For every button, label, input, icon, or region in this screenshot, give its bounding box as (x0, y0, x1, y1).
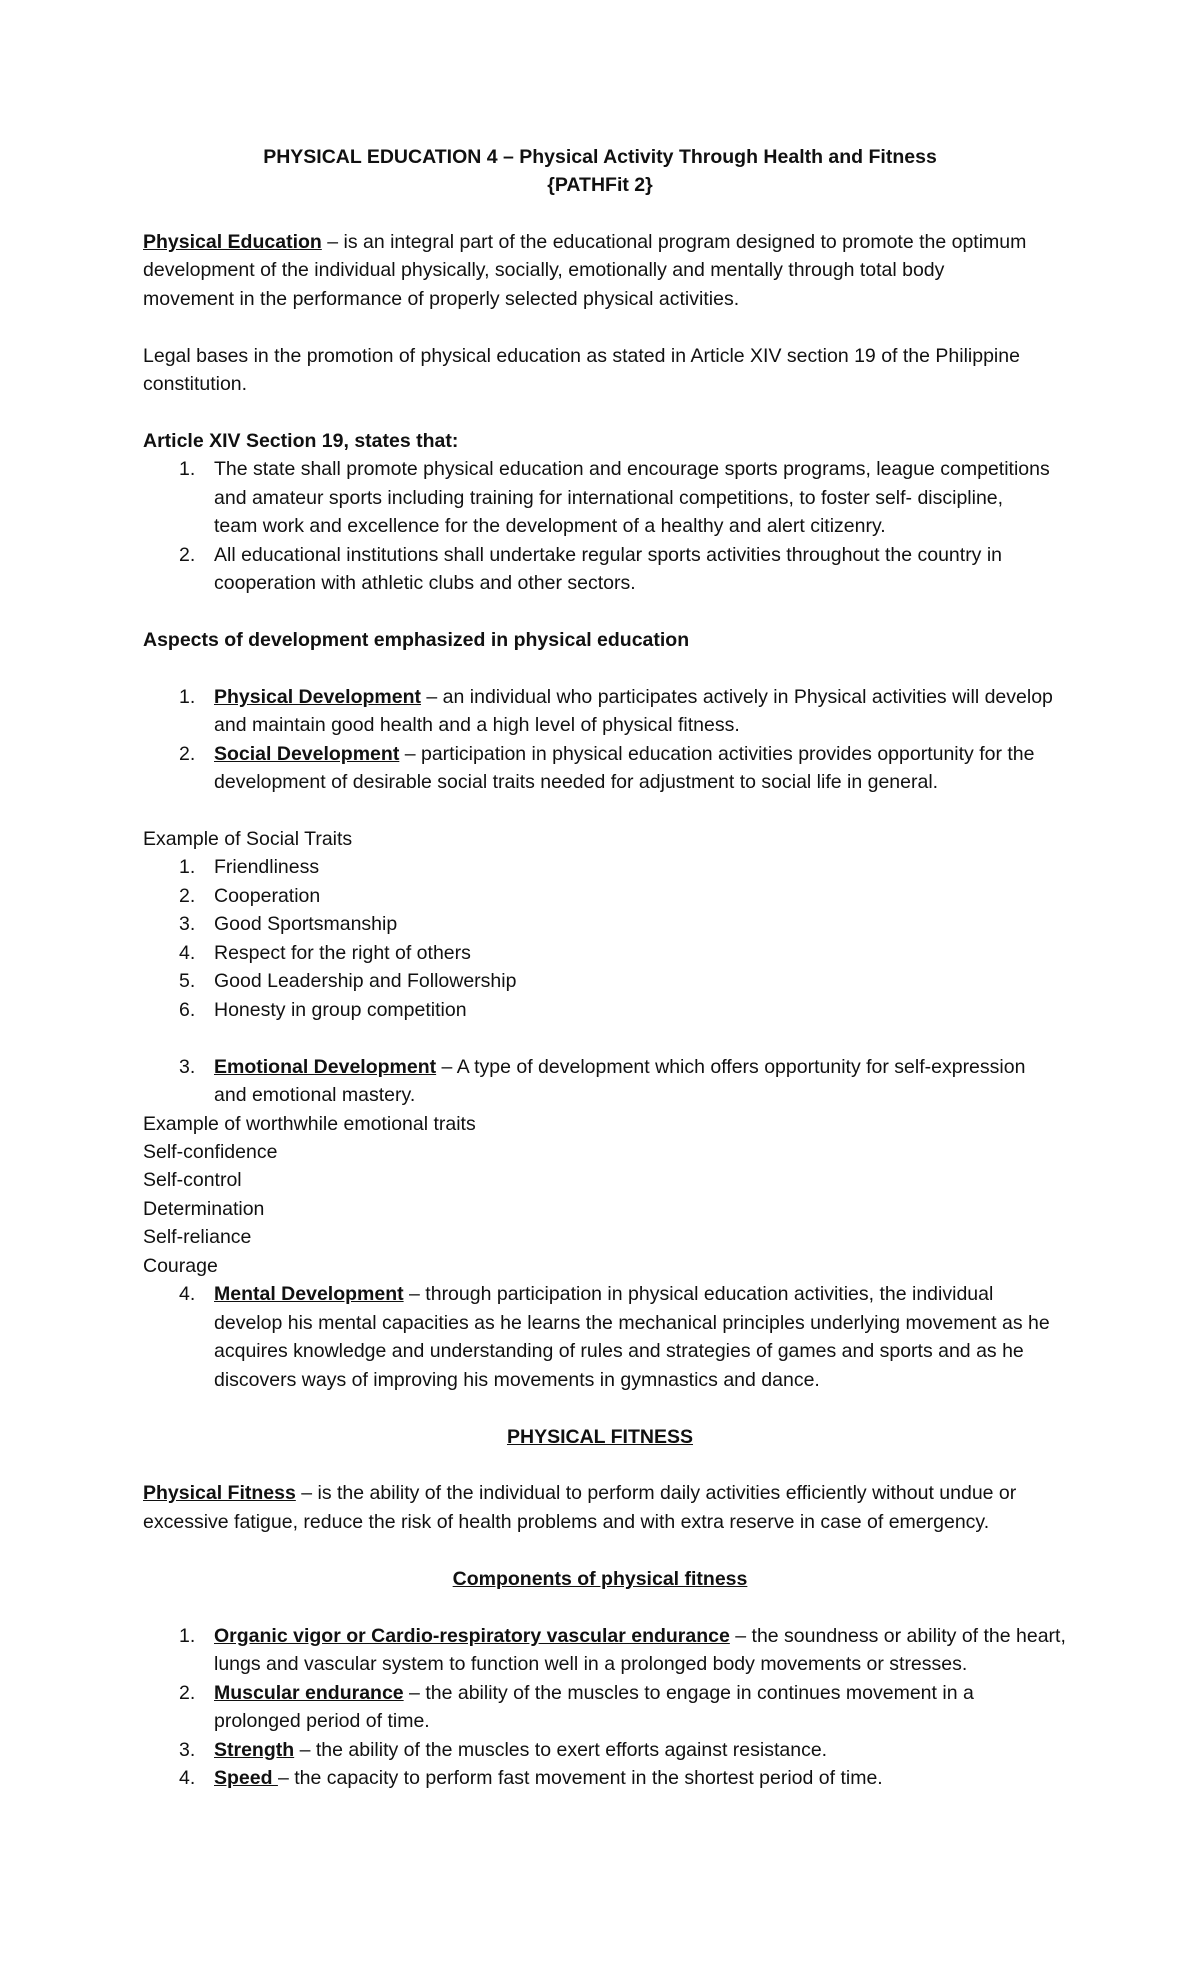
fitness-term: Physical Fitness (143, 1482, 296, 1504)
component-number: 1. (179, 1625, 196, 1647)
legal-bases-line-2: constitution. (143, 373, 248, 395)
mental-dev-line-4: discovers ways of improving his movements in gymnastics and dance. (214, 1369, 820, 1391)
fitness-definition-line-1: Physical Fitness – is the ability of the individual to perform daily activities efficiently without undue or (143, 1482, 1017, 1504)
emotional-traits-label: Example of worthwhile emotional traits (143, 1113, 476, 1135)
legal-bases-line-1: Legal bases in the promotion of physical education as stated in Article XIV section 19 of the Philippine (143, 345, 1020, 367)
component-number: 4. (179, 1767, 196, 1789)
component-1-line-2: lungs and vascular system to function well in a prolonged body movements or stresses. (214, 1653, 968, 1675)
social-traits-label: Example of Social Traits (143, 828, 353, 850)
component-3-line-1: Strength – the ability of the muscles to exert efforts against resistance. (214, 1739, 828, 1761)
article-item-1-line-3: team work and excellence for the development of a healthy and alert citizenry. (214, 515, 886, 537)
social-trait: Respect for the right of others (214, 942, 471, 964)
emotional-dev-number: 3. (179, 1056, 196, 1078)
component-term: Muscular endurance (214, 1682, 404, 1704)
pe-term: Physical Education (143, 231, 322, 253)
article-item-1-line-2: and amateur sports including training for international competitions, to foster self- discipline, (214, 487, 1004, 509)
mental-dev-line-2: develop his mental capacities as he learns the mechanical principles underlying movement as he (214, 1312, 1050, 1334)
physical-dev-term: Physical Development (214, 686, 421, 708)
emotional-trait: Determination (143, 1198, 265, 1220)
article-item-2-number: 2. (179, 544, 196, 566)
social-dev-line-2: development of desirable social traits needed for adjustment to social life in general. (214, 771, 939, 793)
component-1-line-1: Organic vigor or Cardio-respiratory vascular endurance – the soundness or ability of the heart, (214, 1625, 1066, 1647)
social-trait-number: 3. (179, 913, 196, 935)
aspects-heading: Aspects of development emphasized in physical education (143, 629, 690, 651)
social-trait: Good Sportsmanship (214, 913, 398, 935)
emotional-dev-line-2: and emotional mastery. (214, 1084, 416, 1106)
social-dev-number: 2. (179, 743, 196, 765)
social-dev-line-1: Social Development – participation in physical education activities provides opportunity for the (214, 743, 1035, 765)
pe-definition-line-1: Physical Education – is an integral part of the educational program designed to promote the optimum (143, 231, 1027, 253)
fitness-definition-line-2: excessive fatigue, reduce the risk of health problems and with extra reserve in case of emergency. (143, 1511, 990, 1533)
emotional-trait: Self-confidence (143, 1141, 278, 1163)
component-number: 3. (179, 1739, 196, 1761)
social-trait: Friendliness (214, 856, 320, 878)
components-heading: Components of physical fitness (452, 1568, 748, 1590)
document-title: PHYSICAL EDUCATION 4 – Physical Activity Through Health and Fitness (263, 146, 937, 168)
article-heading: Article XIV Section 19, states that: (143, 430, 459, 452)
component-number: 2. (179, 1682, 196, 1704)
social-trait: Honesty in group competition (214, 999, 467, 1021)
physical-dev-number: 1. (179, 686, 196, 708)
document-subtitle: {PATHFit 2} (547, 174, 653, 196)
component-term: Organic vigor or Cardio-respiratory vascular endurance (214, 1625, 730, 1647)
emotional-trait: Courage (143, 1255, 218, 1277)
emotional-dev-term: Emotional Development (214, 1056, 437, 1078)
article-item-1-line-1: The state shall promote physical education and encourage sports programs, league competitions (214, 458, 1050, 480)
article-item-2-line-1: All educational institutions shall undertake regular sports activities throughout the country in (214, 544, 1003, 566)
social-trait-number: 1. (179, 856, 196, 878)
emotional-dev-line-1: Emotional Development – A type of development which offers opportunity for self-expression (214, 1056, 1026, 1078)
component-2-line-2: prolonged period of time. (214, 1710, 430, 1732)
social-dev-term: Social Development (214, 743, 400, 765)
emotional-trait: Self-reliance (143, 1226, 252, 1248)
mental-dev-line-3: acquires knowledge and understanding of rules and strategies of games and sports and as he (214, 1340, 1024, 1362)
pe-definition-line-3: movement in the performance of properly selected physical activities. (143, 288, 740, 310)
mental-dev-line-1: Mental Development – through participation in physical education activities, the individual (214, 1283, 994, 1305)
article-item-1-number: 1. (179, 458, 196, 480)
social-trait: Cooperation (214, 885, 321, 907)
social-trait-number: 2. (179, 885, 196, 907)
pe-definition-line-2: development of the individual physically, socially, emotionally and mentally through total body (143, 259, 945, 281)
component-2-line-1: Muscular endurance – the ability of the muscles to engage in continues movement in a (214, 1682, 974, 1704)
component-term: Speed (214, 1767, 278, 1789)
social-trait: Good Leadership and Followership (214, 970, 517, 992)
emotional-trait: Self-control (143, 1169, 242, 1191)
fitness-heading: PHYSICAL FITNESS (506, 1426, 693, 1448)
social-trait-number: 5. (179, 970, 196, 992)
mental-dev-number: 4. (179, 1283, 196, 1305)
social-trait-number: 4. (179, 942, 196, 964)
physical-dev-line-1: Physical Development – an individual who participates actively in Physical activities will develop (214, 686, 1053, 708)
component-4-line-1: Speed – the capacity to perform fast movement in the shortest period of time. (214, 1767, 883, 1789)
article-item-2-line-2: cooperation with athletic clubs and other sectors. (214, 572, 636, 594)
social-trait-number: 6. (179, 999, 196, 1021)
physical-dev-line-2: and maintain good health and a high level of physical fitness. (214, 714, 740, 736)
component-term: Strength (214, 1739, 295, 1761)
mental-dev-term: Mental Development (214, 1283, 404, 1305)
